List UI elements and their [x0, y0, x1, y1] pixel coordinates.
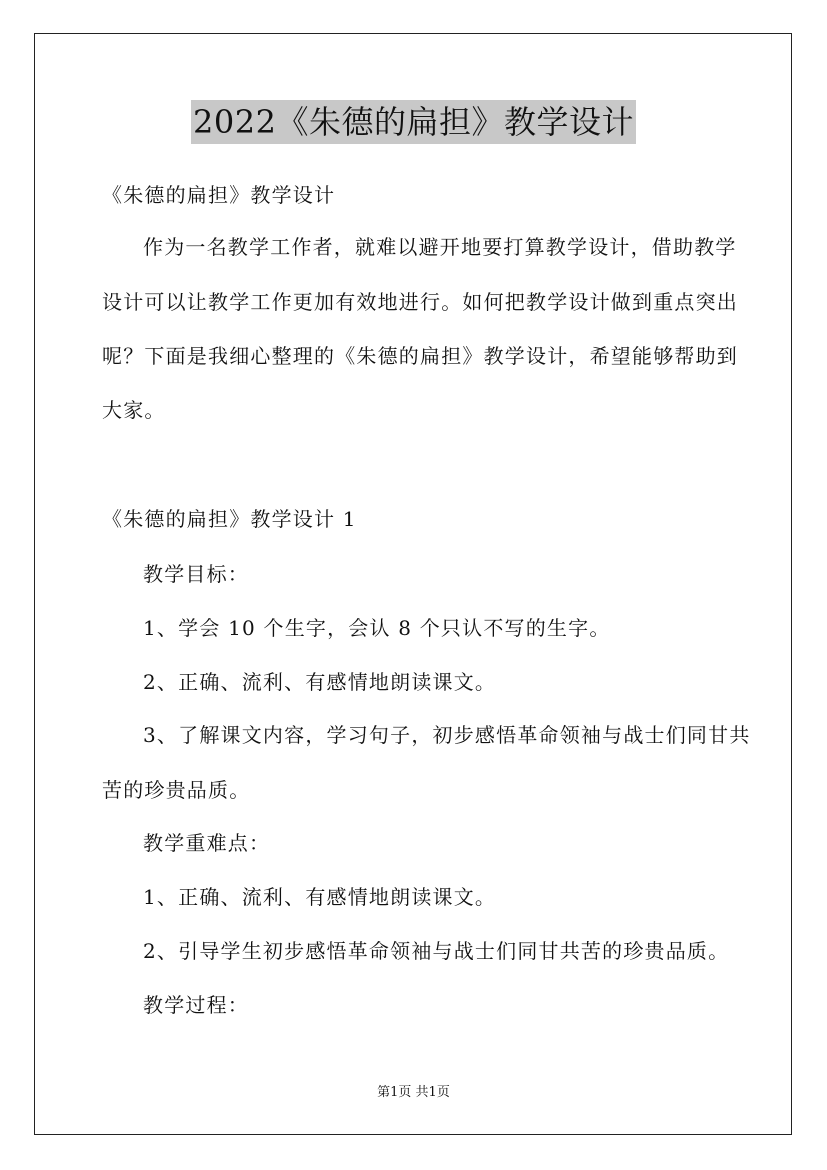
intro-line-4: 大家。 — [102, 398, 166, 422]
document-title: 2022《朱德的扁担》教学设计 — [191, 100, 636, 144]
key-point-2: 2、引导学生初步感悟革命领袖与战士们同甘共苦的珍贵品质。 — [143, 939, 730, 963]
page-number-footer: 第1页 共1页 — [377, 1085, 450, 1100]
objective-1: 1、学会 10 个生字，会认 8 个只认不写的生字。 — [143, 616, 611, 640]
process-heading: 教学过程： — [143, 993, 249, 1017]
objective-3: 3、了解课文内容，学习句子，初步感悟革命领袖与战士们同甘共 — [143, 723, 751, 747]
intro-line-2: 设计可以让教学工作更加有效地进行。如何把教学设计做到重点突出 — [102, 290, 738, 314]
objective-2: 2、正确、流利、有感情地朗读课文。 — [143, 670, 497, 694]
section-heading: 《朱德的扁担》教学设计 1 — [102, 507, 357, 531]
objectives-heading: 教学目标： — [143, 562, 249, 586]
document-title-block — [0, 100, 827, 144]
intro-line-3: 呢？下面是我细心整理的《朱德的扁担》教学设计，希望能够帮助到 — [102, 344, 738, 368]
intro-line-1: 作为一名教学工作者，就难以避开地要打算教学设计，借助教学 — [143, 235, 737, 259]
key-point-1: 1、正确、流利、有感情地朗读课文。 — [143, 885, 497, 909]
subtitle-line: 《朱德的扁担》教学设计 — [102, 183, 336, 207]
key-points-heading: 教学重难点： — [143, 831, 271, 855]
objective-3-continued: 苦的珍贵品质。 — [102, 778, 251, 802]
